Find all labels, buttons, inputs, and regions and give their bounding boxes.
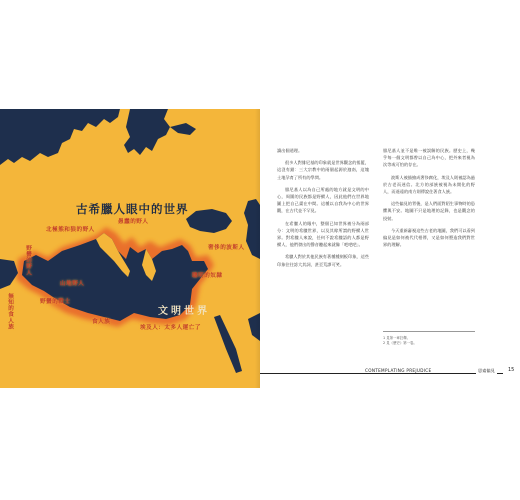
map-title: 古希臘人眼中的世界 xyxy=(76,202,189,216)
text-column-2 xyxy=(383,147,475,253)
label-west-lower: 山地野人 xyxy=(60,281,85,287)
label-north-centre: 愚蠢的野人 xyxy=(118,219,149,225)
paragraph: 讀出個道理。 xyxy=(277,148,303,153)
paragraph: 這些偏見的背後，是人們面對陌生事物時的恐懼與不安。地圖不只是地理的記錄，也是觀念的投射。 xyxy=(383,201,475,221)
chapter-title: 思索偏見 xyxy=(478,368,495,373)
label-east-mid: 聰明的奴隸 xyxy=(192,273,223,279)
label-south: 食人族 xyxy=(92,319,111,325)
footnotes xyxy=(383,331,475,347)
label-south-east: 埃及人：太多人運亡了 xyxy=(140,325,201,331)
paragraph: 腓尼基人並不是唯一被誤解的民族。歷史上，幾乎每一個文明都曾以自己為中心，把外來者視為次等或可怕的存在。 xyxy=(383,148,475,168)
label-north-west: 北極熊和狼的野人 xyxy=(46,227,95,233)
running-head: CONTEMPLATING PREJUDICE xyxy=(365,368,434,373)
book-spread xyxy=(0,109,520,388)
page-footer xyxy=(260,366,520,376)
map-center-label: 文明世界 xyxy=(158,306,210,317)
label-far-west: 無知的食人族 xyxy=(7,293,13,330)
paragraph: 波斯人被描繪成奢侈腐化，埃及人則被認為過於古老而迷信。北方的部族被視為未開化的野人，而遙遠的南方則傳說住著食人族。 xyxy=(383,174,475,195)
label-east-upper: 奢侈的波斯人 xyxy=(208,245,245,251)
page-number: 15 xyxy=(508,367,515,373)
text-page xyxy=(260,109,520,388)
footnote: 2 見《歷史》第一卷。 xyxy=(383,341,417,346)
footer-rule xyxy=(260,373,503,374)
paragraph: 腓尼基人以為自己所處的地方就是文明的中心，周圍的民族都是野蠻人，因此他們在世界地圖上把自己畫在中間。這種以自我為中心的世界觀，在古代並不罕見。 xyxy=(277,186,369,214)
paragraph: 希臘人對於其他民族有著種種刻板印象，這些印象往往誇大其詞，甚至荒謬可笑。 xyxy=(277,254,369,267)
footnote: 1 見第一章註釋。 xyxy=(383,336,410,340)
paragraph: 在希臘人的眼中，整個已知世界被分為兩部分：文明的希臘世界，以及其餘所謂的野蠻人世界。對希臘人來說，任何不說希臘語的人都是野蠻人，他們發出的聲音聽起來就像「吧吧吧」。 xyxy=(277,220,369,248)
label-west: 野蠻的野人 xyxy=(25,245,31,276)
label-south-west: 野蠻的戰士 xyxy=(40,299,71,305)
paragraph: 今天重新審視這些古老的地圖，我們可以看到偏見是如何被代代相傳，又是如何塑造我們對世界的理解。 xyxy=(383,227,475,248)
text-column-1 xyxy=(277,147,369,273)
map-page xyxy=(0,109,260,388)
paragraph: 很多人對腓尼基的印象就是世界觀念的搖籃，這沒有錯：三大宗教中的兩個起源於迦南，這塊土地孕育了所有的學問。 xyxy=(277,160,369,180)
